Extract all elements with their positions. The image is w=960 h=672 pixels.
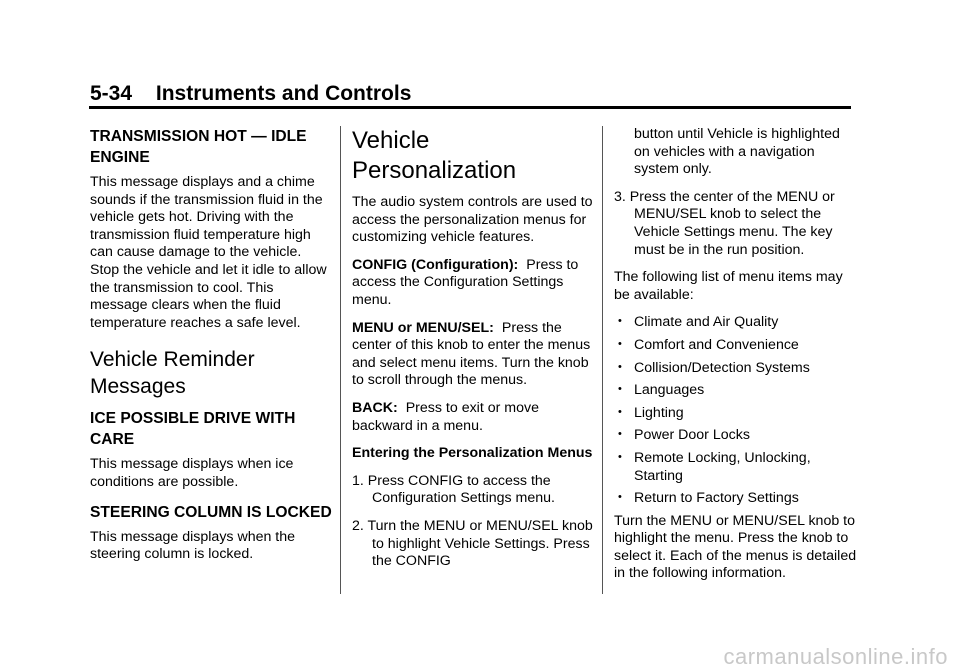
config-text: Press to access the Configuration Settings menu.: [352, 256, 579, 308]
subheading-entering-menus: Entering the Personalization Menus: [352, 445, 593, 462]
config-label: CONFIG (Configuration):: [352, 256, 519, 273]
list-item: • Climate and Air Quality: [618, 314, 779, 331]
watermark: carmanualsonline.info: [723, 644, 948, 669]
paragraph-transmission-hot: This message displays and a chime sounds if the transmission fluid in the vehicle gets hot. Driving with the transmission fluid temperature high can cause damage to the vehicle. Stop the vehicle and let it idle to allow the transmission to cool. This message clears when the fluid temperature reaches a safe level.: [90, 174, 327, 331]
bullet-icon: •: [618, 405, 622, 418]
list-item: • Languages: [618, 382, 705, 399]
heading-ice-possible: ICE POSSIBLE DRIVE WITH CARE: [90, 410, 296, 449]
menu-items-list: [614, 314, 858, 507]
step-1: 1. Press CONFIG to access the Configuration Settings menu.: [352, 472, 555, 507]
list-item: • Remote Locking, Unlocking, Starting: [618, 449, 811, 484]
bullet-icon: •: [618, 428, 622, 441]
header-rule: [89, 106, 851, 109]
menu-text: Press the center of this knob to enter the menus and select menu items. Turn the knob to scroll through the menus.: [352, 319, 591, 389]
page-number: 5-34: [90, 82, 133, 105]
page-header: [90, 82, 411, 106]
bullet-icon: •: [618, 337, 622, 350]
list-item: • Comfort and Convenience: [618, 336, 799, 353]
bullet-icon: •: [618, 450, 622, 463]
bullet-icon: •: [618, 360, 622, 373]
menu-label: MENU or MENU/SEL:: [352, 319, 494, 336]
column-3: [614, 126, 858, 593]
paragraph-back: [352, 400, 596, 435]
list-item: • Collision/Detection Systems: [618, 359, 810, 376]
list-item: • Lighting: [618, 404, 684, 421]
paragraph-menu: [352, 320, 596, 390]
step-2-continued: button until Vehicle is highlighted on vehicles with a navigation system only.: [634, 126, 840, 178]
paragraph-config: [352, 257, 596, 310]
heading-steering-locked: STEERING COLUMN IS LOCKED: [90, 503, 332, 521]
heading-vehicle-personalization: Vehicle Personalization: [352, 127, 517, 184]
bullet-icon: •: [618, 491, 622, 504]
column-1: [90, 126, 334, 574]
back-label: BACK:: [352, 399, 398, 416]
list-item: • Power Door Locks: [618, 427, 750, 444]
chapter-title: Instruments and Controls: [155, 82, 412, 105]
column-divider-2: [602, 126, 603, 594]
heading-vehicle-reminder: Vehicle Reminder Messages: [90, 348, 255, 399]
paragraph-steering-locked: This message displays when the steering column is locked.: [90, 528, 296, 563]
column-2: [352, 126, 596, 581]
list-item: • Return to Factory Settings: [618, 490, 799, 507]
bullet-icon: •: [618, 315, 622, 328]
heading-transmission-hot: TRANSMISSION HOT — IDLE ENGINE: [90, 128, 307, 166]
paragraph-turn-knob: Turn the MENU or MENU/SEL knob to highlight the menu. Press the knob to select it. Each of the menus is detailed in the following information.: [614, 512, 857, 582]
paragraph-menu-list-intro: The following list of menu items may be available:: [614, 269, 843, 303]
step-3: 3. Press the center of the MENU or MENU/SEL knob to select the Vehicle Settings menu. The key must be in the run position.: [614, 188, 835, 258]
back-text: Press to exit or move backward in a menu.: [352, 399, 539, 434]
step-2: 2. Turn the MENU or MENU/SEL knob to highlight Vehicle Settings. Press the CONFIG: [352, 517, 593, 570]
paragraph-intro: The audio system controls are used to access the personalization menus for customizing vehicle features.: [352, 194, 593, 246]
paragraph-ice-possible: This message displays when ice conditions are possible.: [90, 456, 294, 490]
bullet-icon: •: [618, 383, 622, 396]
column-divider-1: [340, 126, 341, 594]
